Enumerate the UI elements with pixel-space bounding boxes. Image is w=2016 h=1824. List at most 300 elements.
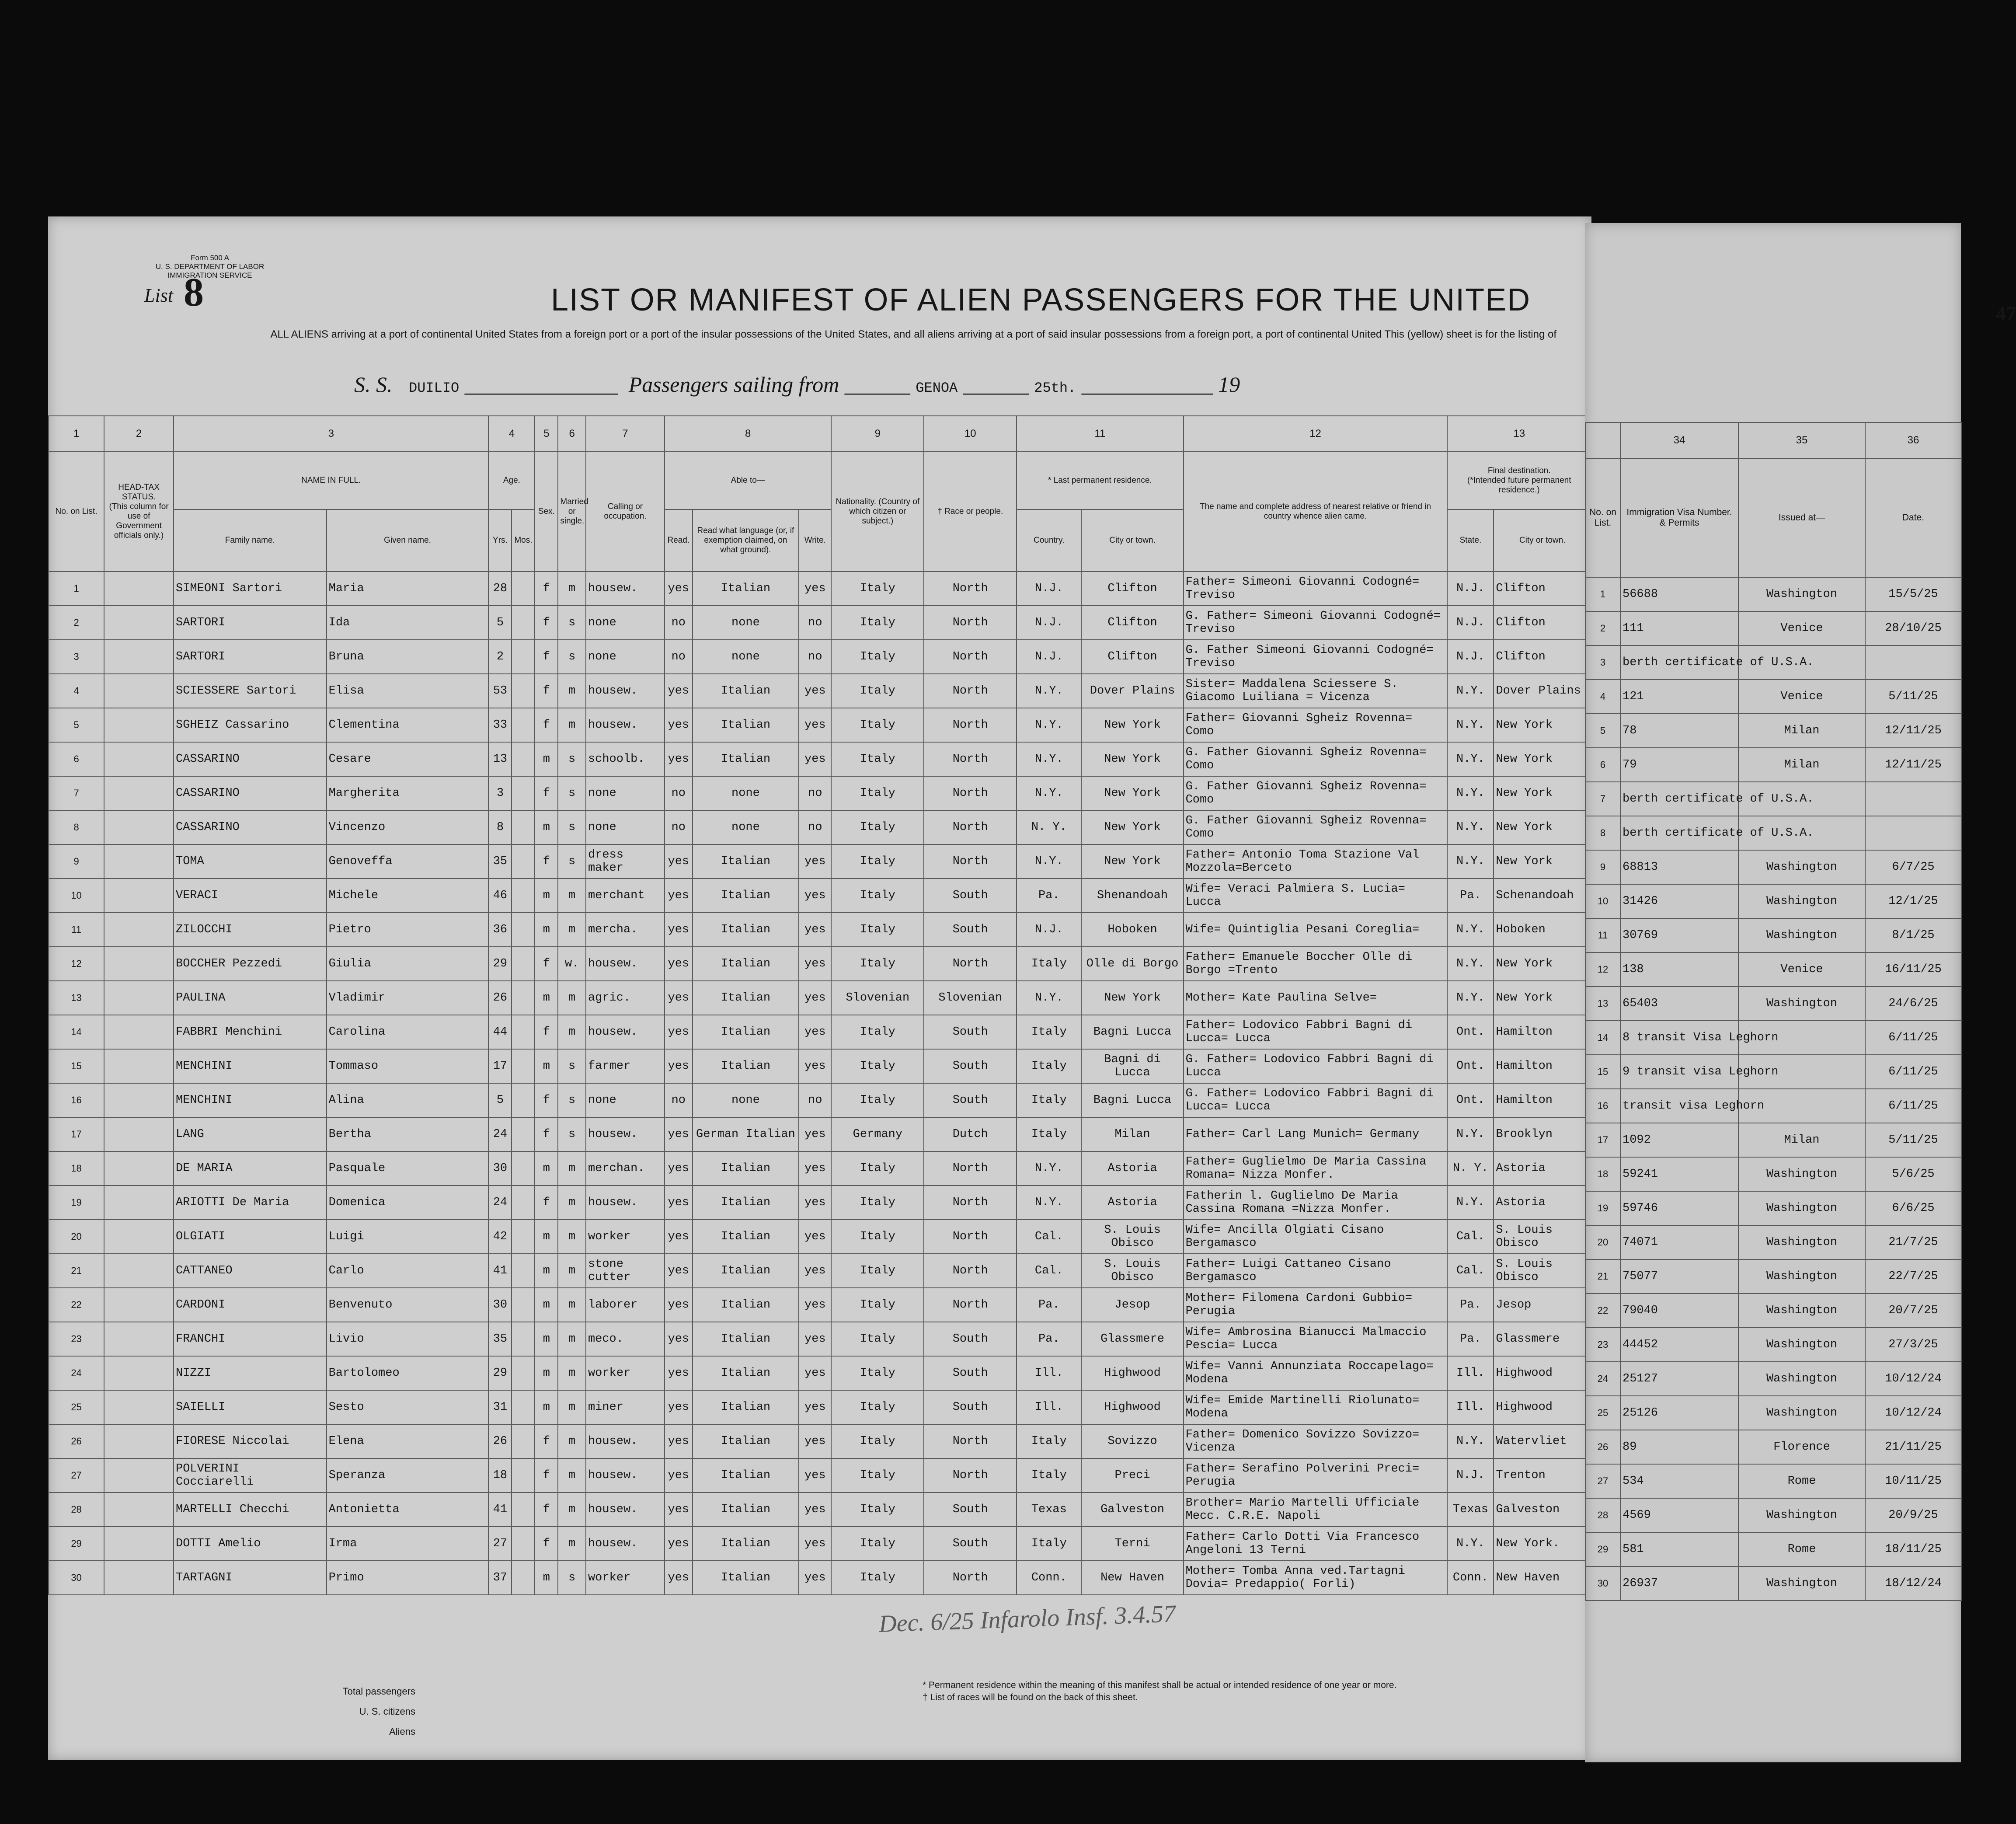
sex: f: [535, 708, 558, 742]
race: North: [924, 1151, 1017, 1186]
head-tax-cell: [104, 1458, 174, 1493]
visa-date: 10/12/24: [1865, 1396, 1961, 1430]
nearest-relative: G. Father Giovanni Sgheiz Rovenna= Como: [1184, 810, 1448, 844]
can-write: no: [799, 810, 831, 844]
can-write: yes: [799, 1356, 831, 1390]
race: South: [924, 1083, 1017, 1117]
can-write: yes: [799, 1527, 831, 1561]
nationality: Italy: [831, 1049, 924, 1083]
visa-number: 8 transit Visa Leghorn: [1620, 1021, 1738, 1055]
head-tax-cell: [104, 674, 174, 708]
residence-city: New York: [1081, 708, 1183, 742]
table-row: [1585, 1566, 1961, 1601]
read-language: Italian: [693, 1322, 799, 1356]
nationality: Italy: [831, 844, 924, 879]
visa-date: [1865, 782, 1961, 816]
header-city: City or town.: [1081, 509, 1183, 572]
destination-city: Clifton: [1494, 640, 1591, 674]
can-write: yes: [799, 1049, 831, 1083]
visa-date: 6/11/25: [1865, 1089, 1961, 1123]
occupation: none: [586, 606, 665, 640]
visa-row-no: 25: [1585, 1396, 1620, 1430]
read-language: Italian: [693, 1493, 799, 1527]
nearest-relative: Mother= Tomba Anna ved.Tartagni Dovia= Predappio( Forli): [1184, 1561, 1448, 1595]
table-row: [49, 708, 1591, 742]
marital-status: m: [558, 1527, 586, 1561]
table-row: [1585, 782, 1961, 816]
family-name: SARTORI: [174, 640, 327, 674]
given-name: Bruna: [327, 640, 489, 674]
destination-city: Hamilton: [1494, 1049, 1591, 1083]
sex: m: [535, 1356, 558, 1390]
nationality: Italy: [831, 1083, 924, 1117]
can-write: yes: [799, 1151, 831, 1186]
header-no-on-list: No. on List.: [49, 452, 104, 572]
visa-date: 5/11/25: [1865, 1123, 1961, 1157]
head-tax-title: HEAD-TAX STATUS.: [118, 483, 160, 502]
passenger-no: 30: [49, 1561, 104, 1595]
destination-city: Dover Plains: [1494, 674, 1591, 708]
nearest-relative: Father= Domenico Sovizzo Sovizzo= Vicenza: [1184, 1424, 1448, 1458]
family-name: ZILOCCHI: [174, 913, 327, 947]
residence-country: N.Y.: [1017, 674, 1081, 708]
table-row: [49, 879, 1591, 913]
visa-date: 27/3/25: [1865, 1328, 1961, 1362]
sex: m: [535, 1049, 558, 1083]
visa-number: berth certificate of U.S.A.: [1620, 782, 1738, 816]
visa-number: berth certificate of U.S.A.: [1620, 645, 1738, 680]
nationality: Italy: [831, 572, 924, 606]
header-name-in-full: NAME IN FULL.: [174, 452, 488, 509]
age-years: 13: [488, 742, 512, 776]
table-row: [49, 1049, 1591, 1083]
visa-issued-at: Milan: [1738, 714, 1865, 748]
destination-state: Ont.: [1447, 1083, 1494, 1117]
destination-city: New York: [1494, 844, 1591, 879]
visa-row-no: 7: [1585, 782, 1620, 816]
visa-row-no: 30: [1585, 1566, 1620, 1601]
table-row: [1585, 987, 1961, 1021]
age-years: 53: [488, 674, 512, 708]
residence-city: S. Louis Obisco: [1081, 1220, 1183, 1254]
age-years: 2: [488, 640, 512, 674]
age-months: [512, 844, 535, 879]
nationality: Italy: [831, 1151, 924, 1186]
occupation: worker: [586, 1220, 665, 1254]
header-age: Age.: [488, 452, 535, 509]
visa-row-no: 14: [1585, 1021, 1620, 1055]
visa-date: 12/1/25: [1865, 884, 1961, 918]
family-name: CASSARINO: [174, 810, 327, 844]
age-years: 18: [488, 1458, 512, 1493]
visa-date: 5/6/25: [1865, 1157, 1961, 1191]
totals-block: [284, 1681, 415, 1742]
races-footnote: † List of races will be found on the back of this sheet.: [923, 1692, 1138, 1702]
nearest-relative: Father= Simeoni Giovanni Codogné= Treviso: [1184, 572, 1448, 606]
occupation: housew.: [586, 1015, 665, 1049]
age-months: [512, 1220, 535, 1254]
passenger-no: 8: [49, 810, 104, 844]
family-name: FIORESE Niccolai: [174, 1424, 327, 1458]
head-tax-cell: [104, 640, 174, 674]
residence-country: Italy: [1017, 1527, 1081, 1561]
residence-city: New York: [1081, 981, 1183, 1015]
residence-country: Italy: [1017, 1049, 1081, 1083]
can-read: yes: [665, 1254, 693, 1288]
can-read: yes: [665, 947, 693, 981]
can-read: yes: [665, 1356, 693, 1390]
can-read: yes: [665, 708, 693, 742]
head-tax-cell: [104, 776, 174, 810]
visa-date: [1865, 816, 1961, 850]
race: South: [924, 1322, 1017, 1356]
head-tax-cell: [104, 1049, 174, 1083]
family-name: MENCHINI: [174, 1049, 327, 1083]
marital-status: m: [558, 1356, 586, 1390]
race: North: [924, 1561, 1017, 1595]
given-name: Sesto: [327, 1390, 489, 1424]
can-write: yes: [799, 947, 831, 981]
marital-status: m: [558, 572, 586, 606]
residence-country: N.Y.: [1017, 981, 1081, 1015]
race: North: [924, 1424, 1017, 1458]
residence-city: Bagni Lucca: [1081, 1015, 1183, 1049]
col-num-3: 3: [174, 416, 488, 452]
passenger-no: 2: [49, 606, 104, 640]
family-name: DOTTI Amelio: [174, 1527, 327, 1561]
col-num-5: 5: [535, 416, 558, 452]
nearest-relative: G. Father Giovanni Sgheiz Rovenna= Como: [1184, 742, 1448, 776]
can-read: yes: [665, 1424, 693, 1458]
us-citizens-label: U. S. citizens: [359, 1706, 415, 1717]
nationality: Italy: [831, 1254, 924, 1288]
table-row: [49, 572, 1591, 606]
visa-row-no: 22: [1585, 1294, 1620, 1328]
age-months: [512, 1015, 535, 1049]
given-name: Margherita: [327, 776, 489, 810]
nationality: Italy: [831, 1458, 924, 1493]
destination-state: N.Y.: [1447, 810, 1494, 844]
visa-issued-at: Rome: [1738, 1532, 1865, 1566]
visa-issued-at: Washington: [1738, 1225, 1865, 1259]
can-read: no: [665, 1083, 693, 1117]
visa-row-no: 16: [1585, 1089, 1620, 1123]
sex: f: [535, 1424, 558, 1458]
can-read: yes: [665, 981, 693, 1015]
residence-country: Pa.: [1017, 879, 1081, 913]
visa-date: 18/12/24: [1865, 1566, 1961, 1601]
head-tax-cell: [104, 1083, 174, 1117]
visa-number: 26937: [1620, 1566, 1738, 1601]
given-name: Ida: [327, 606, 489, 640]
col-num-4: 4: [488, 416, 535, 452]
head-tax-cell: [104, 981, 174, 1015]
marital-status: s: [558, 640, 586, 674]
residence-country: Ill.: [1017, 1356, 1081, 1390]
visa-header-number: Immigration Visa Number. & Permits: [1620, 458, 1738, 577]
visa-number: 121: [1620, 680, 1738, 714]
total-passengers-label: Total passengers: [342, 1686, 415, 1697]
table-row: [49, 1424, 1591, 1458]
can-read: yes: [665, 1186, 693, 1220]
head-tax-cell: [104, 1151, 174, 1186]
head-tax-cell: [104, 1356, 174, 1390]
race: South: [924, 1493, 1017, 1527]
residence-country: Pa.: [1017, 1322, 1081, 1356]
sex: m: [535, 1322, 558, 1356]
visa-row-no: 12: [1585, 952, 1620, 987]
family-name: SGHEIZ Cassarino: [174, 708, 327, 742]
passenger-no: 3: [49, 640, 104, 674]
residence-city: Sovizzo: [1081, 1424, 1183, 1458]
nationality: Italy: [831, 1561, 924, 1595]
given-name: Luigi: [327, 1220, 489, 1254]
destination-state: Pa.: [1447, 1322, 1494, 1356]
marital-status: m: [558, 1015, 586, 1049]
destination-state: Ont.: [1447, 1015, 1494, 1049]
destination-state: Conn.: [1447, 1561, 1494, 1595]
visa-date: 12/11/25: [1865, 714, 1961, 748]
given-name: Benvenuto: [327, 1288, 489, 1322]
marital-status: s: [558, 606, 586, 640]
passenger-rows: [49, 572, 1591, 1595]
sex: f: [535, 606, 558, 640]
residence-footnote: * Permanent residence within the meaning of this manifest shall be actual or intended residence of one year or more.: [923, 1680, 1397, 1690]
destination-city: S. Louis Obisco: [1494, 1254, 1591, 1288]
marital-status: m: [558, 1322, 586, 1356]
table-row: [49, 674, 1591, 708]
sex: f: [535, 776, 558, 810]
nationality: Italy: [831, 1322, 924, 1356]
table-row: [1585, 611, 1961, 645]
age-years: 46: [488, 879, 512, 913]
residence-city: Jesop: [1081, 1288, 1183, 1322]
can-write: yes: [799, 1288, 831, 1322]
residence-city: S. Louis Obisco: [1081, 1254, 1183, 1288]
read-language: Italian: [693, 674, 799, 708]
header-dest-city: City or town.: [1494, 509, 1591, 572]
visa-issued-at: Washington: [1738, 1328, 1865, 1362]
visa-number: 581: [1620, 1532, 1738, 1566]
visa-date: 6/7/25: [1865, 850, 1961, 884]
can-write: yes: [799, 742, 831, 776]
table-row: [49, 1151, 1591, 1186]
residence-city: Milan: [1081, 1117, 1183, 1151]
visa-date: 20/7/25: [1865, 1294, 1961, 1328]
visa-row-no: 5: [1585, 714, 1620, 748]
table-row: [1585, 577, 1961, 611]
destination-city: Glassmere: [1494, 1322, 1591, 1356]
race: North: [924, 742, 1017, 776]
passenger-no: 24: [49, 1356, 104, 1390]
destination-state: N.Y.: [1447, 776, 1494, 810]
table-row: [1585, 1225, 1961, 1259]
visa-issued-at: Washington: [1738, 1396, 1865, 1430]
visa-row-no: 26: [1585, 1430, 1620, 1464]
visa-date: 28/10/25: [1865, 611, 1961, 645]
visa-issued-at: Washington: [1738, 884, 1865, 918]
head-tax-cell: [104, 947, 174, 981]
nearest-relative: Wife= Veraci Palmiera S. Lucia= Lucca: [1184, 879, 1448, 913]
residence-city: Shenandoah: [1081, 879, 1183, 913]
age-years: 36: [488, 913, 512, 947]
department-name: U. S. DEPARTMENT OF LABOR: [155, 262, 265, 271]
destination-state: Pa.: [1447, 879, 1494, 913]
marital-status: s: [558, 742, 586, 776]
table-row: [1585, 1089, 1961, 1123]
visa-number: 111: [1620, 611, 1738, 645]
residence-country: Cal.: [1017, 1254, 1081, 1288]
table-row: [49, 844, 1591, 879]
read-language: Italian: [693, 1527, 799, 1561]
visa-date: 21/7/25: [1865, 1225, 1961, 1259]
occupation: merchan.: [586, 1151, 665, 1186]
departure-port: GENOA: [916, 380, 958, 396]
family-name: PAULINA: [174, 981, 327, 1015]
family-name: LANG: [174, 1117, 327, 1151]
manifest-title: LIST OR MANIFEST OF ALIEN PASSENGERS FOR THE UNITED: [551, 282, 1531, 317]
race: South: [924, 913, 1017, 947]
residence-country: Texas: [1017, 1493, 1081, 1527]
form-number: Form 500 A: [191, 254, 229, 262]
residence-city: Astoria: [1081, 1151, 1183, 1186]
race: North: [924, 1186, 1017, 1220]
visa-date: 5/11/25: [1865, 680, 1961, 714]
can-read: no: [665, 776, 693, 810]
sex: f: [535, 1186, 558, 1220]
visa-row-no: 19: [1585, 1191, 1620, 1225]
header-sex: Sex.: [535, 452, 558, 572]
nearest-relative: Father= Luigi Cattaneo Cisano Bergamasco: [1184, 1254, 1448, 1288]
nearest-relative: G. Father= Lodovico Fabbri Bagni di Lucca: [1184, 1049, 1448, 1083]
race: Slovenian: [924, 981, 1017, 1015]
visa-header-date: Date.: [1865, 458, 1961, 577]
visa-row-no: 10: [1585, 884, 1620, 918]
age-months: [512, 947, 535, 981]
sex: f: [535, 1493, 558, 1527]
family-name: ARIOTTI De Maria: [174, 1186, 327, 1220]
nationality: Italy: [831, 776, 924, 810]
residence-country: N.J.: [1017, 606, 1081, 640]
nearest-relative: Father= Giovanni Sgheiz Rovenna= Como: [1184, 708, 1448, 742]
nearest-relative: Wife= Quintiglia Pesani Coreglia=: [1184, 913, 1448, 947]
age-months: [512, 1288, 535, 1322]
read-language: Italian: [693, 1186, 799, 1220]
age-years: 3: [488, 776, 512, 810]
read-language: Italian: [693, 844, 799, 879]
can-write: yes: [799, 1493, 831, 1527]
nearest-relative: Sister= Maddalena Sciessere S. Giacomo Luiliana = Vicenza: [1184, 674, 1448, 708]
nearest-relative: Father= Emanuele Boccher Olle di Borgo =Trento: [1184, 947, 1448, 981]
destination-city: New York: [1494, 708, 1591, 742]
nearest-relative: G. Father Giovanni Sgheiz Rovenna= Como: [1184, 776, 1448, 810]
visa-row-no: 21: [1585, 1259, 1620, 1294]
passenger-no: 17: [49, 1117, 104, 1151]
age-months: [512, 1186, 535, 1220]
marital-status: m: [558, 1288, 586, 1322]
read-language: Italian: [693, 913, 799, 947]
age-months: [512, 1458, 535, 1493]
age-months: [512, 1527, 535, 1561]
read-language: Italian: [693, 1356, 799, 1390]
can-read: yes: [665, 1561, 693, 1595]
passenger-no: 28: [49, 1493, 104, 1527]
residence-city: Astoria: [1081, 1186, 1183, 1220]
visa-date: [1865, 645, 1961, 680]
visa-row-no: 6: [1585, 748, 1620, 782]
header-yrs: Yrs.: [488, 509, 512, 572]
residence-city: Clifton: [1081, 572, 1183, 606]
visa-col-num-35: 35: [1738, 422, 1865, 458]
occupation: housew.: [586, 947, 665, 981]
col-num-2: 2: [104, 416, 174, 452]
marital-status: m: [558, 1151, 586, 1186]
manifest-notice: ALL ALIENS arriving at a port of continental United States from a foreign port or a port of the insular possessions of the United States, and all aliens arriving at a port of said insular possessions from a foreign port, a port of continental United This (yellow) sheet is for the listing of: [270, 328, 1556, 340]
nationality: Italy: [831, 1493, 924, 1527]
age-months: [512, 913, 535, 947]
passenger-no: 18: [49, 1151, 104, 1186]
read-language: none: [693, 1083, 799, 1117]
nationality: Italy: [831, 1527, 924, 1561]
col-num-11: 11: [1017, 416, 1183, 452]
table-row: [49, 1322, 1591, 1356]
can-read: yes: [665, 1458, 693, 1493]
table-row: [49, 776, 1591, 810]
given-name: Irma: [327, 1527, 489, 1561]
sex: m: [535, 913, 558, 947]
family-name: DE MARIA: [174, 1151, 327, 1186]
can-write: yes: [799, 1458, 831, 1493]
visa-number: 56688: [1620, 577, 1738, 611]
visa-sheet: [1585, 223, 2016, 1762]
can-write: yes: [799, 1322, 831, 1356]
visa-number: 1092: [1620, 1123, 1738, 1157]
residence-country: Italy: [1017, 1083, 1081, 1117]
age-years: 26: [488, 981, 512, 1015]
occupation: none: [586, 640, 665, 674]
header-race: † Race or people.: [924, 452, 1017, 572]
can-write: yes: [799, 572, 831, 606]
nearest-relative: Father= Lodovico Fabbri Bagni di Lucca= Lucca: [1184, 1015, 1448, 1049]
age-months: [512, 640, 535, 674]
occupation: agric.: [586, 981, 665, 1015]
sex: m: [535, 1151, 558, 1186]
given-name: Pietro: [327, 913, 489, 947]
nationality: Italy: [831, 913, 924, 947]
read-language: Italian: [693, 572, 799, 606]
nationality: Italy: [831, 879, 924, 913]
table-row: [1585, 1328, 1961, 1362]
footnotes: [923, 1679, 1396, 1704]
given-name: Vincenzo: [327, 810, 489, 844]
can-read: yes: [665, 879, 693, 913]
head-tax-cell: [104, 1288, 174, 1322]
visa-row-no: 17: [1585, 1123, 1620, 1157]
visa-row-no: 24: [1585, 1362, 1620, 1396]
can-read: no: [665, 640, 693, 674]
table-row: [49, 810, 1591, 844]
age-months: [512, 1151, 535, 1186]
can-write: yes: [799, 844, 831, 879]
can-write: yes: [799, 1015, 831, 1049]
family-name: CASSARINO: [174, 776, 327, 810]
visa-issued-at: Washington: [1738, 1191, 1865, 1225]
head-tax-cell: [104, 1220, 174, 1254]
destination-city: New York: [1494, 810, 1591, 844]
passenger-no: 9: [49, 844, 104, 879]
destination-state: N.Y.: [1447, 742, 1494, 776]
marital-status: m: [558, 708, 586, 742]
